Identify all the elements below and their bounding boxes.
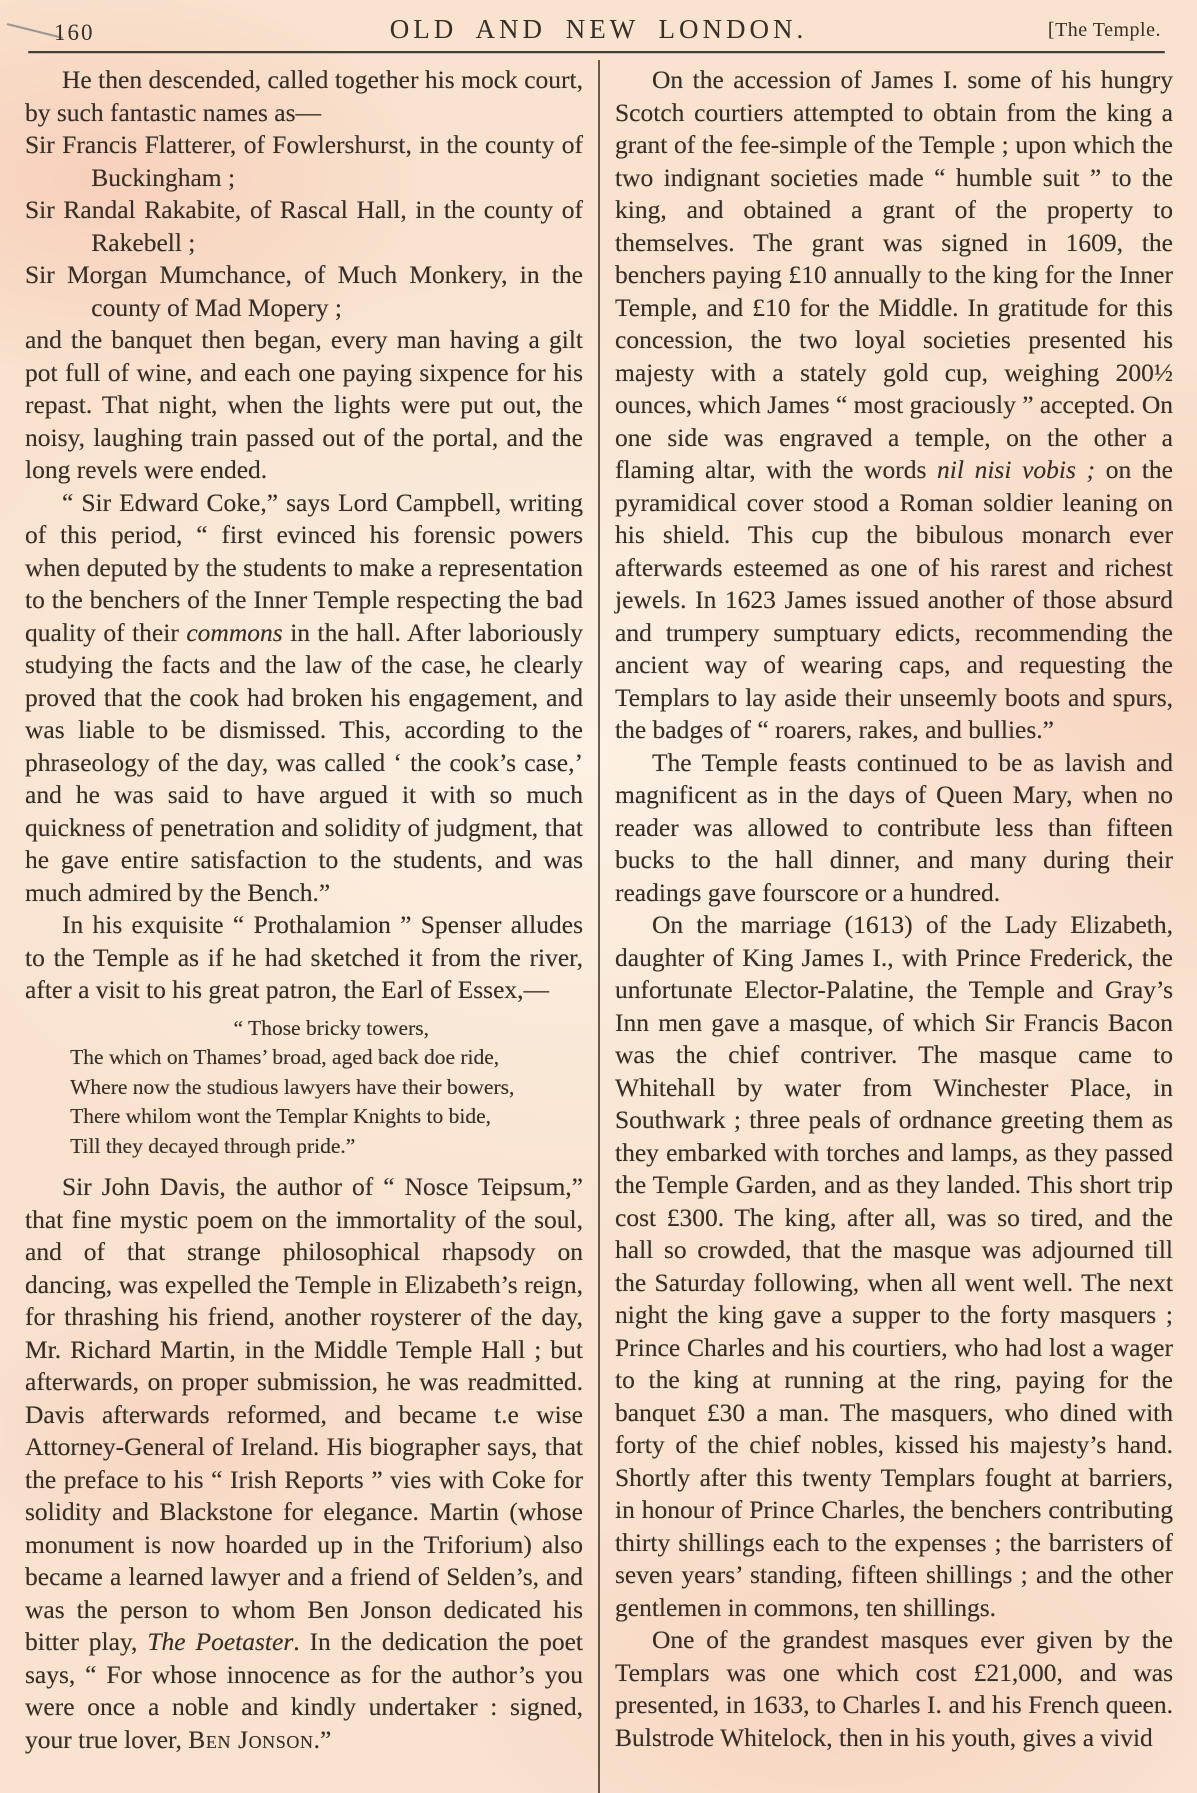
running-head: [The Temple. xyxy=(1047,19,1161,41)
column-divider xyxy=(598,60,600,1793)
text-segment: He then descended, called together his mock court, by such fantastic names as— xyxy=(25,65,583,127)
page-header xyxy=(30,12,1167,50)
paragraph xyxy=(25,194,583,259)
paragraph xyxy=(25,259,583,324)
page-number: 160 xyxy=(54,20,95,45)
paragraph xyxy=(615,747,1173,910)
text-segment: On the marriage (1613) of the Lady Elizabeth, daughter of King James I., with Prince Frederick, the unfortunate Elector-Palatine, the Temple and Gray’s Inn men gave a masque, of which Sir Francis Bacon was the chief contriver. The masque came to Whitehall by water from Winchester Place, in Southwark ; three peals of ordnance greeting them as they embarked with torches and lamps, as they passed the Temple Garden, and as they landed. This short trip cost £300. The king, after all, was so tired, and the hall so crowded, that the masque was adjourned till the Saturday following, when all went well. The next night the king gave a supper to the forty masquers ; Prince Charles and his courtiers, who had lost a wager to the king at running at the ring, paying for the banquet £30 a man. The masquers, who dined with forty of the chief nobles, kissed his majesty’s hand. Shortly after this twenty Templars fought at barriers, in honour of Prince Charles, the benchers contributing thirty shillings each to the expenses ; the barristers of seven years’ standing, fifteen shillings ; and the other gentlemen in commons, ten shillings. xyxy=(615,910,1173,1622)
text-segment: One of the grandest masques ever given by the Templars was one which cost £21,000, and was presented, in 1633, to Charles I. and his French queen. Bulstrode Whitelock, then in his youth, gives a vivid xyxy=(615,1625,1173,1752)
right-column xyxy=(615,64,1173,1754)
text-segment: and the banquet then began, every man having a gilt pot full of wine, and each one paying sixpence for his repast. That night, when the lights were put out, the noisy, laughing train passed out of the portal, and the long revels were ended. xyxy=(25,325,583,484)
paragraph xyxy=(615,64,1173,747)
text-segment: in the hall. After laboriously studying the facts and the law of the case, he clearly proved that the cook had broken his engagement, and was liable to be dismissed. This, according to the phraseology of the day, was called ‘ the cook’s case,’ and he was said to have argued it with so much quickness of penetration and solidity of judgment, that he gave entire satisfaction to the students, and was much admired by the Bench.” xyxy=(25,617,584,907)
text-columns xyxy=(25,64,1177,1793)
text-segment: Sir Francis Flatterer, of Fowlershurst, in the county of Buckingham ; xyxy=(25,130,583,192)
paragraph xyxy=(25,64,583,129)
paragraph xyxy=(25,909,583,1007)
paragraph xyxy=(25,1171,583,1756)
text-segment: In his exquisite “ Prothalamion ” Spenser alludes to the Temple as if he had sketched it from the river, after a visit to his great patron, the Earl of Essex,— xyxy=(25,910,583,1004)
text-segment: commons xyxy=(186,617,283,647)
verse-line: There whilom wont the Templar Knights to bide, xyxy=(70,1104,491,1128)
paragraph xyxy=(25,129,583,194)
text-segment: .” xyxy=(313,1724,332,1754)
verse-line: “ Those bricky towers, xyxy=(233,1015,429,1040)
text-segment: On the accession of James I. some of his hungry Scotch courtiers attempted to obtain from the king a grant of the fee-simple of the Temple ; upon which the two indignant societies made “ humble suit ” to the king, and obtained a grant of the property to themselves. The grant was signed in 1609, the benchers paying £10 annually to the king for the Inner Temple, and £10 for the Middle. In gratitude for this concession, the two loyal societies presented his majesty with a stately gold cup, weighing 200½ ounces, which James “ most graciously ” accepted. On one side was engraved a temple, on the other a flaming altar, with the words xyxy=(615,65,1173,484)
paragraph xyxy=(615,909,1173,1624)
text-segment: Sir John Davis, the author of “ Nosce Teipsum,” that fine mystic poem on the immortality of the soul, and of that strange philosophical rhapsody on dancing, was expelled the Temple in Elizabeth’s reign, for thrashing his friend, another roysterer of the day, Mr. Richard Martin, in the Middle Temple Hall ; but afterwards, on proper submission, he was readmitted. Davis afterwards reformed, and became t.e wise Attorney-General of Ireland. His biographer says, that the preface to his “ Irish Reports ” vies with Coke for solidity and Blackstone for elegance. Martin (whose monument is now hoarded up in the Triforium) also became a learned lawyer and a friend of Selden’s, and was the person to whom Ben Jonson dedicated his bitter play, xyxy=(25,1172,583,1656)
header-rule xyxy=(28,51,1165,53)
text-segment: on the pyramidical cover stood a Roman soldier leaning on his shield. This cup the bibulous monarch ever afterwards esteemed as one of his rarest and richest jewels. In 1623 James issued another of those absurd and trumpery sumptuary edicts, recommending the ancient way of wearing caps, and requesting the Templars to lay aside their unseemly boots and spurs, the badges of “ roarers, rakes, and bullies.” xyxy=(615,455,1173,744)
verse-line: The which on Thames’ broad, aged back doe ride, xyxy=(70,1045,500,1069)
verse-line: Where now the studious lawyers have their bowers, xyxy=(70,1074,515,1099)
verse-line: Till they decayed through pride.” xyxy=(70,1133,356,1158)
text-segment: Ben Jonson xyxy=(188,1724,314,1754)
text-segment: nil nisi vobis ; xyxy=(937,455,1096,484)
text-segment: “ Sir Edward Coke,” says Lord Campbell, writing of this period, “ first evinced his forensic powers when deputed by the students to make a representation to the benchers of the Inner Temple respecting the bad quality of their xyxy=(25,487,583,647)
paragraph xyxy=(25,487,583,910)
paragraph xyxy=(615,1624,1173,1754)
left-column xyxy=(25,64,583,1756)
text-segment: Sir Morgan Mumchance, of Much Monkery, in the county of Mad Mopery ; xyxy=(25,260,583,322)
verse-block xyxy=(70,1014,583,1162)
paragraph xyxy=(25,324,583,487)
text-segment: The Poetaster xyxy=(147,1627,294,1656)
text-segment: . In the dedication the poet says, “ For whose innocence as for the author’s you were once a noble and kindly undertaker : signed, your true lover, xyxy=(25,1627,583,1754)
text-segment: Sir Randal Rakabite, of Rascal Hall, in the county of Rakebell ; xyxy=(25,195,583,257)
text-segment: The Temple feasts continued to be as lavish and magnificent as in the days of Queen Mary, when no reader was allowed to contribute less than fifteen bucks to the hall dinner, and many during their readings gave fourscore or a hundred. xyxy=(615,747,1173,907)
page-title: OLD AND NEW LONDON. xyxy=(389,14,808,44)
